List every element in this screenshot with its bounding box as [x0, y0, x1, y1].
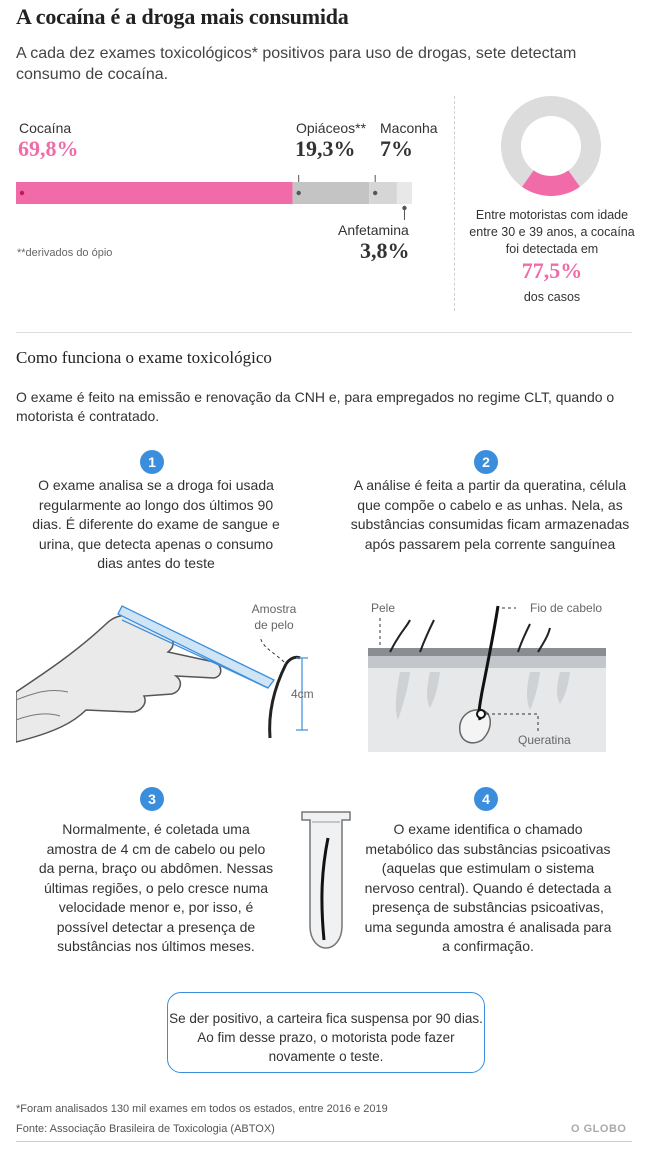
test-tube-illustration	[298, 808, 354, 950]
length-label: 4cm	[291, 687, 314, 701]
donut-tail-text: dos casos	[523, 290, 581, 304]
step-2-badge: 2	[474, 450, 498, 474]
hair-sample-label: Amostra de pelo	[251, 602, 297, 632]
section-title: Como funciona o exame toxicológico	[16, 348, 272, 367]
value-label-anfetamina: 3,8%	[360, 238, 410, 263]
category-label-cocaina: Cocaína	[19, 120, 72, 136]
callout-box: Se der positivo, a carteira fica suspensa por 90 dias. Ao fim desse prazo, o motorista pode fazer novamente o teste.	[167, 992, 485, 1073]
section-intro: O exame é feito na emissão e renovação da CNH e, para empregados no regime CLT, quando o motorista é contratado.	[16, 389, 615, 424]
donut-slice-2	[501, 96, 601, 187]
bar-marker-2	[296, 191, 300, 195]
step-1-badge: 1	[140, 450, 164, 474]
hair-strand-label: Fio de cabelo	[530, 601, 603, 615]
footnote-opiaceos: **derivados do ópio	[17, 247, 113, 259]
footer-source: Fonte: Associação Brasileira de Toxicologia (ABTOX)	[16, 1123, 275, 1135]
bar-segment-1	[16, 182, 293, 204]
value-label-maconha: 7%	[380, 136, 413, 161]
footer-note: *Foram analisados 130 mil exames em todos os estados, entre 2016 e 2019	[16, 1103, 388, 1115]
footer-divider	[16, 1141, 632, 1142]
bar-marker-1	[20, 191, 24, 195]
bar-segment-2	[293, 182, 370, 204]
value-label-cocaina: 69,8%	[18, 136, 79, 161]
bar-segment-4	[397, 182, 412, 204]
page-title: A cocaína é a droga mais consumida	[16, 4, 349, 29]
page-subtitle: A cada dez exames toxicológicos* positivos para uso de drogas, sete detectam consumo de cocaína.	[16, 45, 577, 83]
vertical-divider	[454, 96, 455, 311]
donut-value: 77,5%	[521, 258, 583, 283]
skin-label: Pele	[371, 601, 396, 615]
category-label-anfetamina: Anfetamina	[338, 222, 409, 238]
step-2-text: A análise é feita a partir da queratina, célula que compõe o cabelo e as unhas. Nela, as substâncias consumidas ficam armazenadas após passarem pela corrente sanguínea	[350, 477, 630, 552]
category-label-opiaceos: Opiáceos**	[296, 120, 367, 136]
donut-chart	[500, 95, 602, 197]
stacked-bar-chart	[0, 175, 440, 225]
bar-marker-3	[373, 191, 377, 195]
value-label-opiaceos: 19,3%	[295, 136, 356, 161]
step-3-text: Normalmente, é coletada uma amostra de 4 cm de cabelo ou pelo da perna, braço ou abdômen. Nessas últimas regiões, o pelo cresce numa velocidade menor e, por isso, é possível detectar a presença de substâncias nos últimos meses.	[38, 821, 274, 954]
step-4-badge: 4	[474, 787, 498, 811]
section-divider	[16, 332, 632, 333]
donut-description: Entre motoristas com idade entre 30 e 39 anos, a cocaína foi detectada em	[469, 208, 635, 256]
skin-section-illustration	[350, 592, 620, 762]
keratin-label: Queratina	[518, 733, 571, 747]
step-4-text: O exame identifica o chamado metabólico das substâncias psicoativas (aquelas que estimulam o sistema nervoso central). Quando é detectada a presença de substâncias psicoativas, uma segunda amostra é analisada para a confirmação.	[364, 821, 612, 954]
step-3-badge: 3	[140, 787, 164, 811]
brand-logo: O GLOBO	[571, 1123, 627, 1135]
step-1-text: O exame analisa se a droga foi usada regularmente ao longo dos últimos 90 dias. É diferente do exame de sangue e urina, que detecta apenas o consumo dias antes do teste	[32, 477, 280, 571]
category-label-maconha: Maconha	[380, 120, 438, 136]
